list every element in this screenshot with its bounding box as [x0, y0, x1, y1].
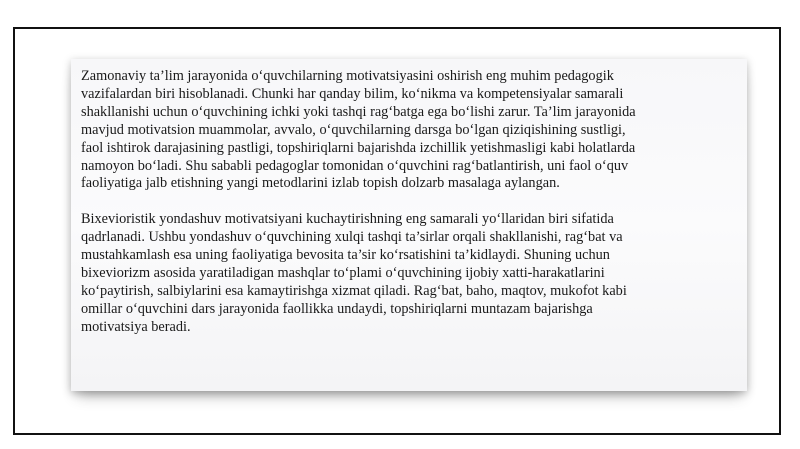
paragraph-line: vazifalardan biri hisoblanadi. Chunki har qanday bilim, ko‘nikma va kompetensiyalar samarali — [81, 85, 624, 102]
paragraph-1 — [81, 68, 741, 193]
paragraph-line: qadrlanadi. Ushbu yondashuv o‘quvchining xulqi tashqi ta’sirlar orqali shakllanishi, rag‘bat va — [81, 229, 623, 246]
paragraph-line: mavjud motivatsion muammolar, avvalo, o‘quvchilarning darsga bo‘lgan qiziqishining sustligi, — [81, 121, 626, 138]
paragraph-line: Zamonaviy ta’lim jarayonida o‘quvchilarning motivatsiyasini oshirish eng muhim pedagogik — [81, 68, 614, 84]
paragraph-line: mustahkamlash esa uning faoliyatiga bevosita ta’sir ko‘rsatishini ta’kidlaydi. Shuning uchun — [81, 247, 610, 264]
paragraph-line: bixeviorizm asosida yaratiladigan mashqlar to‘plami o‘quvchining ijobiy xatti-harakatlarini — [81, 264, 605, 281]
paragraph-line: shakllanishi uchun o‘quvchining ichki yoki tashqi rag‘batga ega bo‘lishi zarur. Ta’lim jarayonida — [81, 103, 636, 120]
paragraph-line: motivatsiya beradi. — [81, 318, 191, 335]
paragraph-spacer — [81, 193, 741, 211]
paragraph-line: faoliyatiga jalb etishning yangi metodlarini izlab topish dolzarb masalaga aylangan. — [81, 175, 560, 192]
paragraph-line: Bixevioristik yondashuv motivatsiyani kuchaytirishning eng samarali yo‘llaridan biri sifatida — [81, 211, 614, 228]
paragraph-line: omillar o‘quvchini dars jarayonida faollikka undaydi, topshiriqlarni muntazam bajarishga — [81, 300, 593, 317]
paragraph-line: faol ishtirok darajasining pastligi, topshiriqlarni bajarishda izchillik yetishmasligi kabi holatlarda — [81, 139, 636, 156]
paragraph-line: namoyon bo‘ladi. Shu sababli pedagoglar tomonidan o‘quvchini rag‘batlantirish, uni faol o‘quv — [81, 157, 629, 174]
paragraph-line: ko‘paytirish, salbiylarini esa kamaytirishga xizmat qiladi. Rag‘bat, baho, maqtov, mukofot kabi — [81, 282, 627, 299]
document-body — [81, 68, 741, 337]
paragraph-2 — [81, 211, 741, 336]
